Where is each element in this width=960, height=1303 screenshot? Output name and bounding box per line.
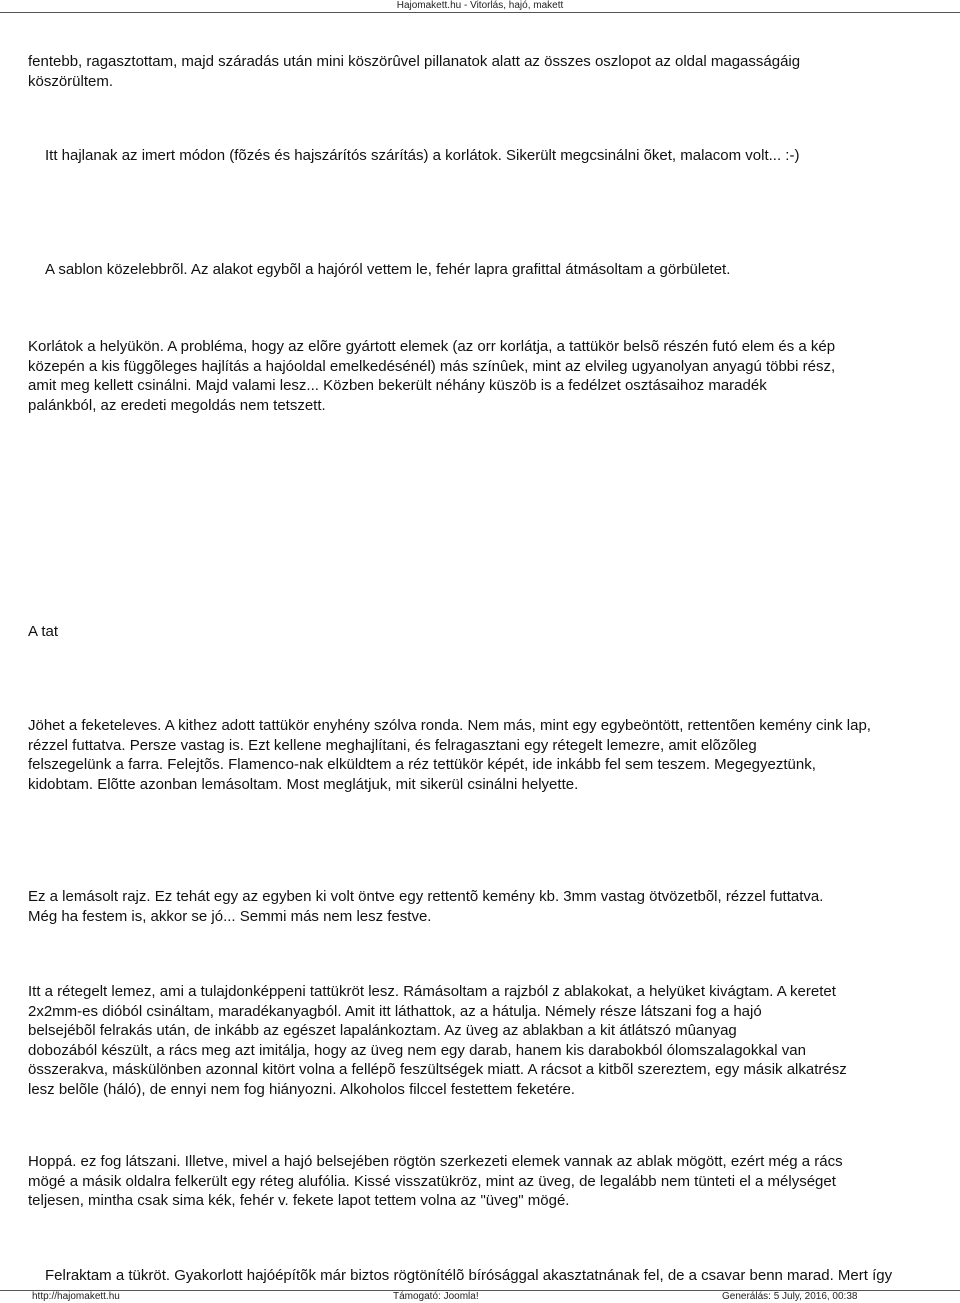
- paragraph-4: Korlátok a helyükön. A probléma, hogy az elõre gyártott elemek (az orr korlátja, a tattükör belsõ részén futó elem és a kép közepén a kis függõleges hajlítás a hajóoldal emelkedésénél) más színûek, mint az elvileg ugyanolyan anyagú többi rész, amit meg kellett csinálni. Majd valami lesz... Közben bekerült néhány küszöb is a fedélzet osztásaihoz maradék palánkból, az eredeti megoldás nem tetszett.: [28, 338, 836, 414]
- paragraph-3: A sablon közelebbrõl. Az alakot egybõl a hajóról vettem le, fehér lapra grafittal átmásoltam a görbületet.: [45, 261, 731, 278]
- paragraph-8: Hoppá. ez fog látszani. Illetve, mivel a hajó belsejében rögtön szerkezeti elemek vannak az ablak mögött, ezért még a rács mögé a másik oldalra felkerült egy réteg alufólia. Kissé visszatükröz, mint az üveg, de legalább nem tünteti el a mélységet teljesen, mintha csak sima kék, fehér v. fekete lapot tettem volna az "üveg" mögé.: [28, 1153, 843, 1209]
- section-heading-tat: A tat: [28, 623, 59, 640]
- footer-generated-date: Generálás: 5 July, 2016, 00:38: [722, 1291, 858, 1302]
- paragraph-5: Jöhet a feketeleves. A kithez adott tattükör enyhény szólva ronda. Nem más, mint egy egybeöntött, rettentõen kemény cink lap, rézzel futtatva. Persze vastag is. Ezt kellene meghajlítani, és felragasztani egy rétegelt lemezre, amit elõzõleg felszegelünk a farra. Felejtõs. Flamenco-nak elküldtem a réz tettükör képét, ide inkább fel sem teszem. Megegyeztünk, kidobtam. Elõtte azonban lemásoltam. Most meglátjuk, mit sikerül csinálni helyette.: [28, 717, 871, 793]
- footer-sponsor: Támogató: Joomla!: [393, 1291, 479, 1302]
- footer-url-link[interactable]: http://hajomakett.hu: [32, 1291, 120, 1302]
- paragraph-6: Ez a lemásolt rajz. Ez tehát egy az egyben ki volt öntve egy rettentõ kemény kb. 3mm vastag ötvözetbõl, rézzel futtatva. Még ha festem is, akkor se jó... Semmi más nem lesz festve.: [28, 888, 824, 925]
- page-header-title: Hajomakett.hu - Vitorlás, hajó, makett: [396, 0, 564, 11]
- paragraph-7: Itt a rétegelt lemez, ami a tulajdonképpeni tattükröt lesz. Rámásoltam a rajzból z ablakokat, a helyüket kivágtam. A keretet 2x2mm-es dióból csináltam, maradékanyagból. Amit itt láthattok, az a hátulja. Némely része látszani fog a hajó belsejébõl felrakás után, de inkább az egészet lapalánkoztam. Az üveg az ablakban a kit átlátszó mûanyag dobozából készült, a rács meg azt imitálja, hogy az üveg nem egy darab, hanem kis darabokból ólomszalagokkal van összerakva, máskülönben azonnal kitört volna a fellépõ feszültségek miatt. A rácsot a kitbõl szereztem, egy másik alkatrész lesz belõle (háló), de ennyi nem fog hiányozni. Alkoholos filccel festettem feketére.: [28, 983, 847, 1098]
- paragraph-9: Felraktam a tükröt. Gyakorlott hajóépítõk már biztos rögtönítélõ bírósággal akasztatnának fel, de a csavar benn marad. Mert így: [45, 1267, 893, 1284]
- paragraph-1: fentebb, ragasztottam, majd száradás után mini köszörûvel pillanatok alatt az összes oszlopot az oldal magasságáig köszörültem.: [28, 53, 801, 90]
- header-divider: [0, 12, 960, 13]
- paragraph-2: Itt hajlanak az imert módon (fõzés és hajszárítós szárítás) a korlátok. Sikerült megcsinálni õket, malacom volt... :-): [45, 147, 800, 164]
